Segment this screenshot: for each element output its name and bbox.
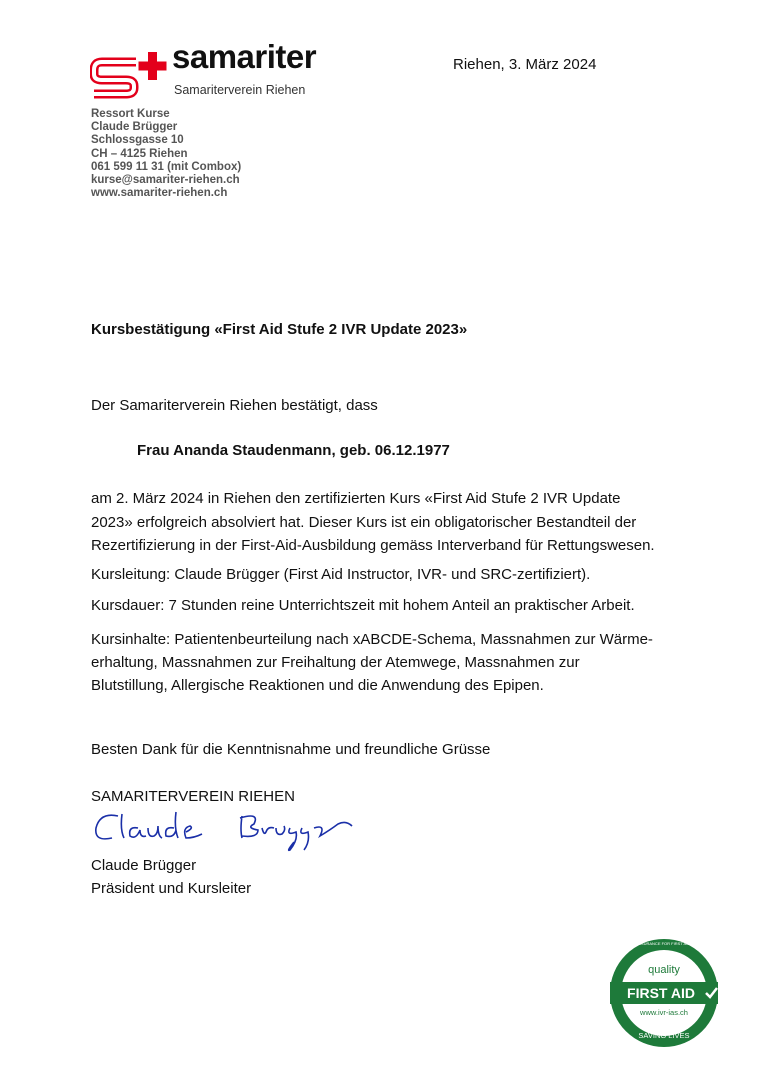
kursinhalte: [91, 628, 653, 697]
kursleitung: Kursleitung: Claude Brügger (First Aid Instructor, IVR- und SRC-zertifiziert).: [91, 566, 591, 583]
signature: [90, 806, 360, 856]
sender-address: [91, 108, 241, 200]
signer-role: Präsident und Kursleiter: [91, 880, 252, 897]
paragraph-1: [91, 487, 655, 558]
text-line: am 2. März 2024 in Riehen den zertifizierten Kurs «First Aid Stufe 2 IVR Update: [91, 490, 621, 507]
seal-top: QUALITY ASSURANCE FOR FIRST AID TRAINING: [617, 941, 711, 946]
text-line: Rezertifizierung in der First-Aid-Ausbildung gemäss Interverband für Rettungswesen.: [91, 537, 655, 554]
text-line: erhaltung, Massnahmen zur Freihaltung der Atemwege, Massnahmen zur: [91, 654, 580, 671]
sender-line: CH – 4125 Riehen: [91, 147, 188, 160]
text-line: Blutstillung, Allergische Reaktionen und die Anwendung des Epipen.: [91, 677, 544, 694]
place-date: Riehen, 3. März 2024: [453, 56, 597, 73]
seal-bottom: SAVING LIVES: [638, 1031, 690, 1040]
text-line: 2023» erfolgreich absolviert hat. Dieser Kurs ist ein obligatorischer Bestandteil der: [91, 513, 637, 531]
kursdauer: Kursdauer: 7 Stunden reine Unterrichtszeit mit hohem Anteil an praktischer Arbeit.: [91, 597, 635, 614]
sender-line: 061 599 11 31 (mit Combox): [91, 160, 242, 173]
sender-website: www.samariter-riehen.ch: [91, 187, 228, 200]
seal-main: FIRST AID: [627, 985, 695, 1001]
subject: Kursbestätigung «First Aid Stufe 2 IVR Update 2023»: [91, 321, 468, 338]
sender-email: kurse@samariter-riehen.ch: [91, 174, 240, 187]
signer-name: Claude Brügger: [91, 857, 197, 874]
sender-line: Ressort Kurse: [91, 108, 170, 120]
closing: Besten Dank für die Kenntnisnahme und freundliche Grüsse: [91, 741, 491, 758]
logo-brand: samariter: [172, 38, 317, 75]
intro: Der Samariterverein Riehen bestätigt, dass: [91, 397, 378, 414]
seal-url: www.ivr-ias.ch: [640, 1008, 688, 1017]
participant: Frau Ananda Staudenmann, geb. 06.12.1977: [137, 442, 450, 459]
seal-quality: quality: [648, 964, 680, 976]
text-line: Kursinhalte: Patientenbeurteilung nach xABCDE-Schema, Massnahmen zur Wärme-: [91, 631, 653, 648]
logo-subtitle: Samariterverein Riehen: [174, 83, 306, 97]
sender-line: Claude Brügger: [91, 121, 178, 134]
quality-seal: [608, 937, 720, 1049]
sender-line: Schlossgasse 10: [91, 134, 184, 147]
organization: SAMARITERVEREIN RIEHEN: [91, 788, 295, 805]
